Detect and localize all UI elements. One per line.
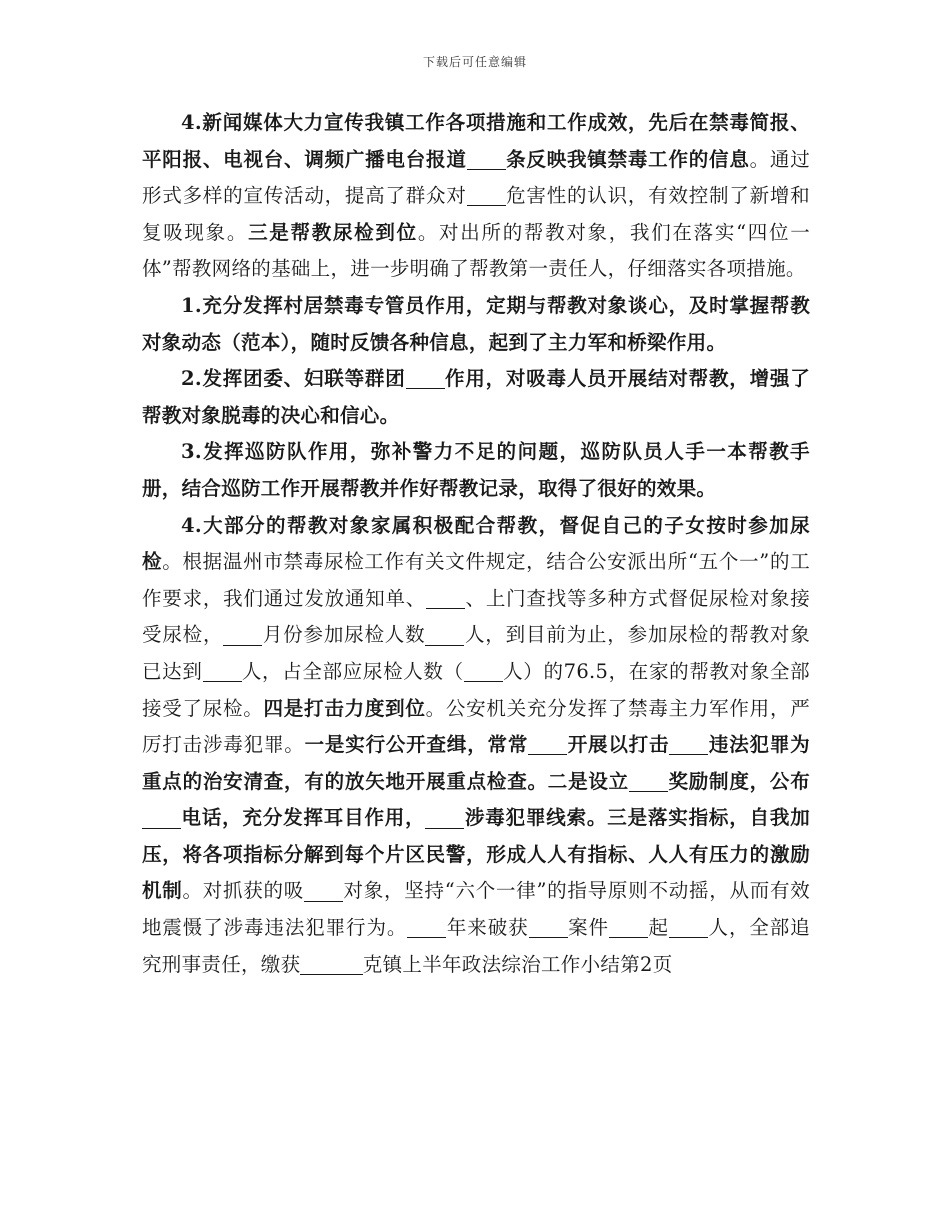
fill-in-blank: [425, 807, 464, 828]
text-run: 一是实行公开查缉，常常: [304, 733, 529, 757]
paragraph-3: [142, 361, 810, 434]
text-run: 3.发挥巡防队作用，弥补警力不足的问题，巡防队员人手一本帮教手册，结合巡防工作开展帮教并作好帮教记录，取得了很好的效果。: [142, 440, 810, 500]
text-run: 。对抓获的吸: [182, 879, 305, 903]
paragraph-4: [142, 434, 810, 507]
text-run: 克镇上半年政法综治工作小结第2页: [362, 952, 673, 976]
fill-in-blank: [467, 148, 506, 169]
text-run: 作用，对吸毒人员开展结对帮教，增强了帮教对象脱毒的决心和信心。: [142, 367, 810, 427]
paragraph-2: [142, 288, 810, 361]
fill-in-blank: [464, 661, 503, 682]
text-run: 、上门查找等多种方式督促尿检对象接受尿检，: [142, 586, 810, 647]
fill-in-blank: [425, 624, 464, 645]
text-run: 案件: [567, 916, 609, 940]
fill-in-blank: [407, 917, 446, 938]
fill-in-blank: [300, 953, 362, 974]
text-run: 三是帮教尿检到位: [248, 220, 418, 244]
text-run: 年来破获: [446, 916, 529, 940]
text-run: 人，占全部应尿检人数（: [241, 659, 464, 683]
fill-in-blank: [467, 185, 506, 206]
fill-in-blank: [223, 624, 262, 645]
text-run: 2.发挥团委、妇联等群团: [181, 367, 406, 391]
fill-in-blank: [203, 661, 242, 682]
text-run: 开展以打击: [567, 733, 670, 757]
fill-in-blank: [529, 917, 568, 938]
text-run: 。通过形式多样的宣传活动，提高了群众对: [142, 147, 810, 208]
text-run: 人）的76.5，在家的帮教对象全部接受了尿检。: [142, 659, 810, 720]
fill-in-blank: [142, 807, 181, 828]
text-run: 违法犯罪为重点的治安清查，有的放矢地开展重点检查。二是设立: [142, 733, 810, 793]
paragraph-5: [142, 508, 810, 984]
fill-in-blank: [528, 734, 567, 755]
fill-in-blank: [629, 771, 668, 792]
fill-in-blank: [609, 917, 648, 938]
fill-in-blank: [669, 734, 708, 755]
text-run: 电话，充分发挥耳目作用，: [181, 806, 426, 830]
header-note: 下载后可任意编辑: [422, 55, 527, 69]
text-run: 月份参加尿检人数: [262, 623, 426, 647]
document-body: [142, 105, 810, 983]
text-run: 1.充分发挥村居禁毒专管员作用，定期与帮教对象谈心，及时掌握帮教对象动态（范本），随时反馈各种信息，起到了主力军和桥梁作用。: [142, 293, 810, 354]
text-run: 四是打击力度到位: [263, 696, 426, 720]
text-run: 涉毒犯罪线索。三是落实指标，自我加压，将各项指标分解到每个片区民警，形成人人有指标、人人有压力的激励机制: [142, 806, 810, 903]
fill-in-blank: [406, 368, 445, 389]
text-run: 起: [647, 916, 669, 940]
text-run: 。公安机关充分发挥了禁毒主力军作用，严厉打击涉毒犯罪。: [142, 696, 810, 757]
text-run: 。根据温州市禁毒尿检工作有关文件规定，结合公安派出所“五个一”的工作要求，我们通过发放通知单、: [142, 550, 810, 610]
text-run: 。对出所的帮教对象，我们在落实“四位一体”帮教网络的基础上，进一步明确了帮教第一责任人，仔细落实各项措施。: [142, 220, 810, 281]
text-run: 奖励制度，公布: [667, 769, 810, 793]
text-run: 人，全部追究刑事责任，缴获: [142, 916, 810, 976]
fill-in-blank: [426, 588, 465, 609]
fill-in-blank: [304, 880, 343, 901]
text-run: 对象，坚持“六个一律”的指导原则不动摇，从而有效地震慑了涉毒违法犯罪行为。: [142, 879, 810, 940]
paragraph-1: [142, 105, 810, 288]
text-run: 人，到目前为止，参加尿检的帮教对象已达到: [142, 623, 810, 683]
text-run: 条反映我镇禁毒工作的信息: [505, 147, 750, 171]
text-run: 4.大部分的帮教对象家属积极配合帮教，督促自己的子女按时参加尿检: [142, 513, 810, 574]
text-run: 危害性的认识，有效控制了新增和复吸现象。: [142, 184, 810, 244]
text-run: 4.新闻媒体大力宣传我镇工作各项措施和工作成效，先后在禁毒简报、平阳报、电视台、调频广播电台报道: [142, 111, 810, 171]
fill-in-blank: [669, 917, 708, 938]
